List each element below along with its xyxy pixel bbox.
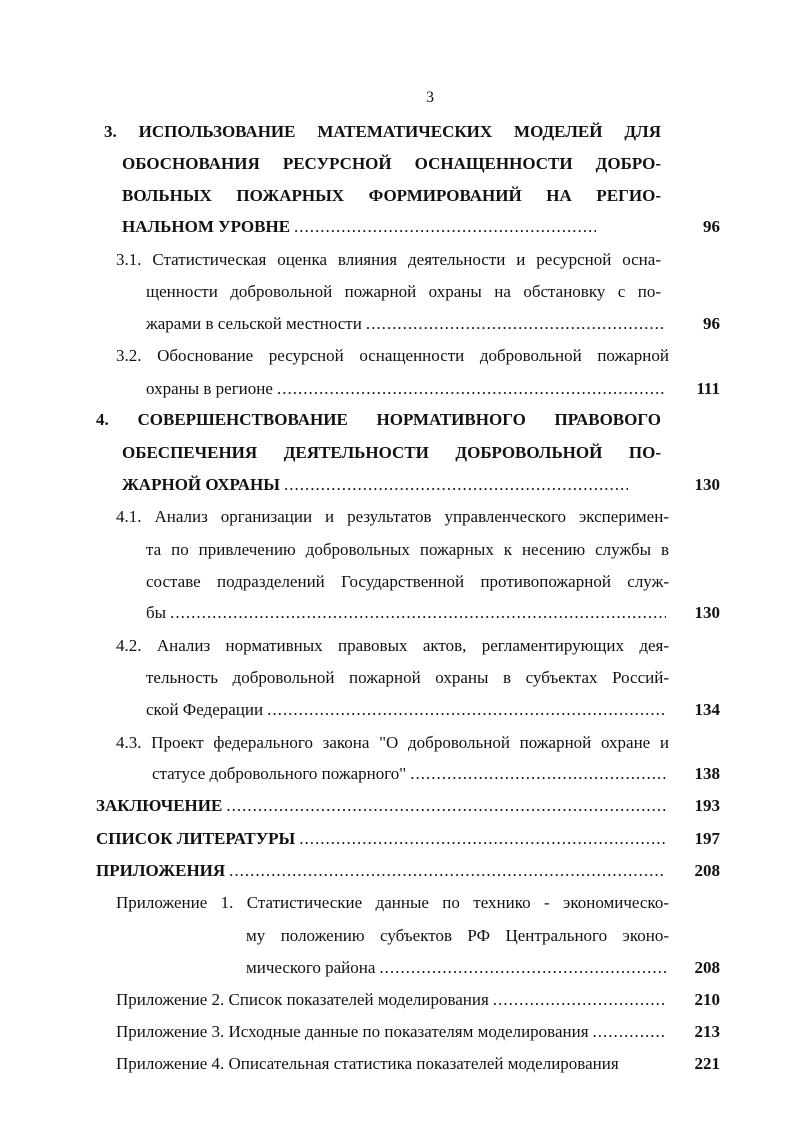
toc-appendix-4[interactable]: Приложение 4. Описательная статистика показателей моделирования: [116, 1054, 619, 1073]
toc-references[interactable]: [96, 829, 670, 849]
toc-section-4-3-last-line: статусе добровольного пожарного": [152, 764, 407, 783]
toc-appendix-1-last-line: мического района: [246, 958, 376, 977]
toc-chapter-3-line-3: ВОЛЬНЫХ ПОЖАРНЫХ ФОРМИРОВАНИЙ НА РЕГИО-: [122, 186, 661, 205]
toc-section-4-2-line-2: тельность добровольной пожарной охраны в субъектах Россий-: [146, 668, 669, 687]
toc-appendices-page: 208: [694, 861, 720, 880]
toc-appendices[interactable]: [96, 861, 670, 881]
dot-leader: [299, 829, 666, 849]
toc-appendix-2-label: Приложение 2. Список показателей моделирования: [116, 990, 489, 1009]
toc-chapter-4-line-3[interactable]: [122, 475, 632, 495]
page-number: 3: [426, 89, 434, 106]
toc-section-3-2-line-2[interactable]: [146, 379, 670, 399]
toc-section-4-2-line-1: 4.2. Анализ нормативных правовых актов, регламентирующих дея-: [116, 636, 669, 655]
toc-chapter-3-page: 96: [703, 217, 720, 236]
toc-appendix-1-line-3[interactable]: [246, 958, 670, 978]
toc-chapter-3-last-line: НАЛЬНОМ УРОВНЕ: [122, 217, 291, 236]
toc-section-3-2-page: 111: [696, 379, 720, 398]
toc-chapter-4-line-1: 4. СОВЕРШЕНСТВОВАНИЕ НОРМАТИВНОГО ПРАВОВОГО: [96, 410, 661, 429]
toc-appendix-2[interactable]: [116, 990, 670, 1010]
dot-leader: [294, 217, 596, 237]
toc-section-4-2-last-line: ской Федерации: [146, 700, 264, 719]
dot-leader: [267, 700, 666, 720]
toc-section-3-1-page: 96: [703, 314, 720, 333]
toc-section-3-1-line-3[interactable]: [146, 314, 670, 334]
toc-section-3-1-last-line: жарами в сельской местности: [146, 314, 362, 333]
toc-appendix-3-page: 213: [694, 1022, 720, 1041]
dot-leader: [226, 796, 666, 816]
toc-section-4-3-line-1: 4.3. Проект федерального закона "О добровольной пожарной охране и: [116, 733, 669, 752]
toc-appendix-3-label: Приложение 3. Исходные данные по показателям моделирования: [116, 1022, 589, 1041]
dot-leader: [284, 475, 628, 495]
toc-appendices-label: ПРИЛОЖЕНИЯ: [96, 861, 226, 880]
toc-appendix-1-line-1: Приложение 1. Статистические данные по технико - экономическо-: [116, 893, 669, 912]
toc-section-4-2-line-3[interactable]: [146, 700, 670, 720]
dot-leader: [493, 990, 666, 1010]
dot-leader: [593, 1022, 666, 1042]
toc-section-4-1-line-3: составе подразделений Государственной противопожарной служ-: [146, 572, 669, 591]
toc-references-label: СПИСОК ЛИТЕРАТУРЫ: [96, 829, 296, 848]
dot-leader: [366, 314, 666, 334]
toc-section-4-2-page: 134: [694, 700, 720, 719]
toc-appendix-3[interactable]: [116, 1022, 670, 1042]
toc-section-4-1-last-line: бы: [146, 603, 167, 622]
toc-conclusion-label: ЗАКЛЮЧЕНИЕ: [96, 796, 223, 815]
toc-section-4-1-line-4[interactable]: [146, 603, 670, 623]
toc-section-3-1-line-2: щенности добровольной пожарной охраны на обстановку с по-: [146, 282, 661, 301]
dot-leader: [277, 379, 666, 399]
toc-appendix-4-page: 221: [694, 1054, 720, 1073]
toc-section-3-2-line-1: 3.2. Обоснование ресурсной оснащенности добровольной пожарной: [116, 346, 669, 365]
toc-conclusion[interactable]: [96, 796, 670, 816]
toc-section-4-3-page: 138: [694, 764, 720, 783]
dot-leader: [229, 861, 666, 881]
toc-section-4-1-page: 130: [694, 603, 720, 622]
toc-chapter-4-line-2: ОБЕСПЕЧЕНИЯ ДЕЯТЕЛЬНОСТИ ДОБРОВОЛЬНОЙ ПО-: [122, 443, 661, 462]
toc-chapter-3-line-2: ОБОСНОВАНИЯ РЕСУРСНОЙ ОСНАЩЕННОСТИ ДОБРО-: [122, 154, 661, 173]
toc-section-4-3-line-2[interactable]: [152, 764, 670, 784]
toc-appendix-1-line-2: му положению субъектов РФ Центрального эконо-: [246, 926, 669, 945]
toc-chapter-3-line-4[interactable]: [122, 217, 600, 237]
toc-section-4-1-line-1: 4.1. Анализ организации и результатов управленческого эксперимен-: [116, 507, 669, 526]
toc-chapter-4-last-line: ЖАРНОЙ ОХРАНЫ: [122, 475, 280, 494]
dot-leader: [379, 958, 666, 978]
toc-chapter-4-page: 130: [694, 475, 720, 494]
dot-leader: [170, 603, 666, 623]
toc-conclusion-page: 193: [694, 796, 720, 815]
toc-appendix-1-page: 208: [694, 958, 720, 977]
toc-section-3-2-last-line: охраны в регионе: [146, 379, 273, 398]
toc-references-page: 197: [694, 829, 720, 848]
toc-section-3-1-line-1: 3.1. Статистическая оценка влияния деятельности и ресурсной осна-: [116, 250, 661, 269]
toc-chapter-3-line-1: 3. ИСПОЛЬЗОВАНИЕ МАТЕМАТИЧЕСКИХ МОДЕЛЕЙ ДЛЯ: [104, 122, 661, 141]
toc-section-4-1-line-2: та по привлечению добровольных пожарных к несению службы в: [146, 540, 669, 559]
toc-appendix-2-page: 210: [694, 990, 720, 1009]
dot-leader: [410, 764, 666, 784]
